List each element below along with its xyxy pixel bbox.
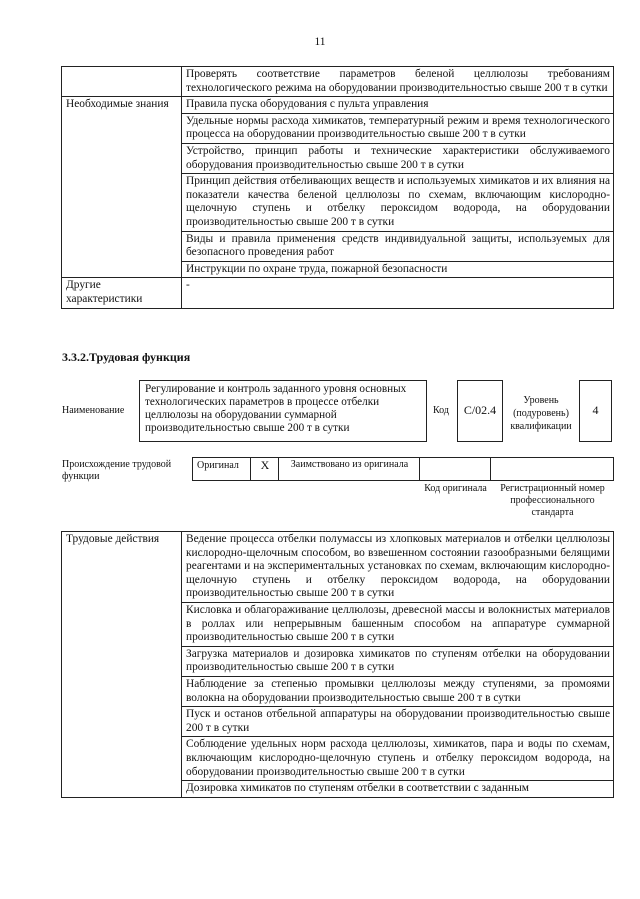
row-label-knowledge: Необходимые знания [62,97,182,278]
table-cell: Загрузка материалов и дозировка химикатов по ступеням отбелки на оборудовании производительностью свыше 200 т в сутки [182,646,614,676]
table-cell: Виды и правила применения средств индивидуальной защиты, используемых для безопасного проведения работ [182,231,614,261]
level-label: Уровень (подуровень) квалификации [510,395,572,432]
level-value [579,380,612,442]
function-name: Регулирование и контроль заданного уровня основных технологических параметров в процессе отбелки целлюлозы на оборудовании суммарной производительностью свыше 200 т в сутки [139,380,427,442]
level-value-text: 4 [592,403,599,418]
table-cell: Правила пуска оборудования с пульта управления [182,97,614,114]
table-cell: Принцип действия отбеливающих веществ и используемых химикатов и их влияния на показатели качества беленой целлюлозы по схемам, включающим кислородно-щелочную ступень и отбелку пероксидом водорода, на оборудовании производительностью свыше 200 т в сутки [182,174,614,231]
row-label-other: Другие характеристики [62,278,182,308]
table-cell: Удельные нормы расхода химикатов, температурный режим и время технологического процесса на оборудовании производительностью свыше 200 т в сутки [182,113,614,143]
table-cell: Пуск и останов отбельной аппаратуры на оборудовании производительностью свыше 200 т в сутки [182,707,614,737]
table-row [62,278,614,308]
table-cell: Устройство, принцип работы и технические характеристики обслуживаемого оборудования производительностью свыше 200 т в сутки [182,143,614,173]
code-label: Код [433,405,449,416]
table-cell: Соблюдение удельных норм расхода целлюлозы, химикатов, пара и воды по схемам, включающим кислородно-щелочную ступень и отбелку пероксидом водорода, на оборудовании производительностью свыше 200 т в сутки [182,737,614,781]
code-original-caption: Код оригинала [424,483,487,494]
code-value [457,380,503,442]
original-label: Оригинал [193,458,251,481]
code-original-cell [420,458,491,481]
actions-table [61,531,614,798]
reg-number-cell [491,458,614,481]
borrowed-label: Заимствовано из оригинала [279,458,420,481]
origin-table [192,457,614,481]
table-cell: - [182,278,614,308]
name-label: Наименование [62,405,125,416]
table-cell: Дозировка химикатов по ступеням отбелки в соответствии с заданным [182,781,614,798]
code-value-text: C/02.4 [463,403,497,418]
table-cell: Инструкции по охране труда, пожарной безопасности [182,261,614,278]
page-number: 11 [314,36,326,48]
table-row [62,97,614,114]
table-cell: Наблюдение за степенью промывки целлюлозы между ступенями, за промоями волокна на оборудовании производительностью свыше 200 т в сутки [182,676,614,706]
table-row [62,67,614,97]
section-heading: 3.3.2.Трудовая функция [62,350,191,364]
knowledge-table [61,66,614,309]
original-mark: X [251,458,279,481]
table-cell: Кисловка и облагораживание целлюлозы, древесной массы и волокнистых материалов в роллах или непрерывным башенным способом на аппаратуре суммарной производительностью свыше 200 т в сутки [182,602,614,646]
row-label-actions: Трудовые действия [62,532,182,798]
table-cell: Проверять соответствие параметров беленой целлюлозы требованиям технологического режима на оборудовании производительностью свыше 200 т в сутки [182,67,614,97]
table-cell: Ведение процесса отбелки полумассы из хлопковых материалов и отбелки целлюлозы кислородно-щелочным способом, во взвешенном состоянии газообразными белящими реагентами и на экспериментальных установках по схемам, включающим кислородно-щелочную ступень и отбелку пероксидом водорода, на оборудовании производительностью свыше 200 т в сутки [182,532,614,603]
origin-label: Происхождение трудовой функции [62,459,172,482]
table-row [193,458,614,481]
reg-number-caption: Регистрационный номер профессионального стандарта [500,483,605,518]
row-label [62,67,182,97]
table-row [62,532,614,603]
